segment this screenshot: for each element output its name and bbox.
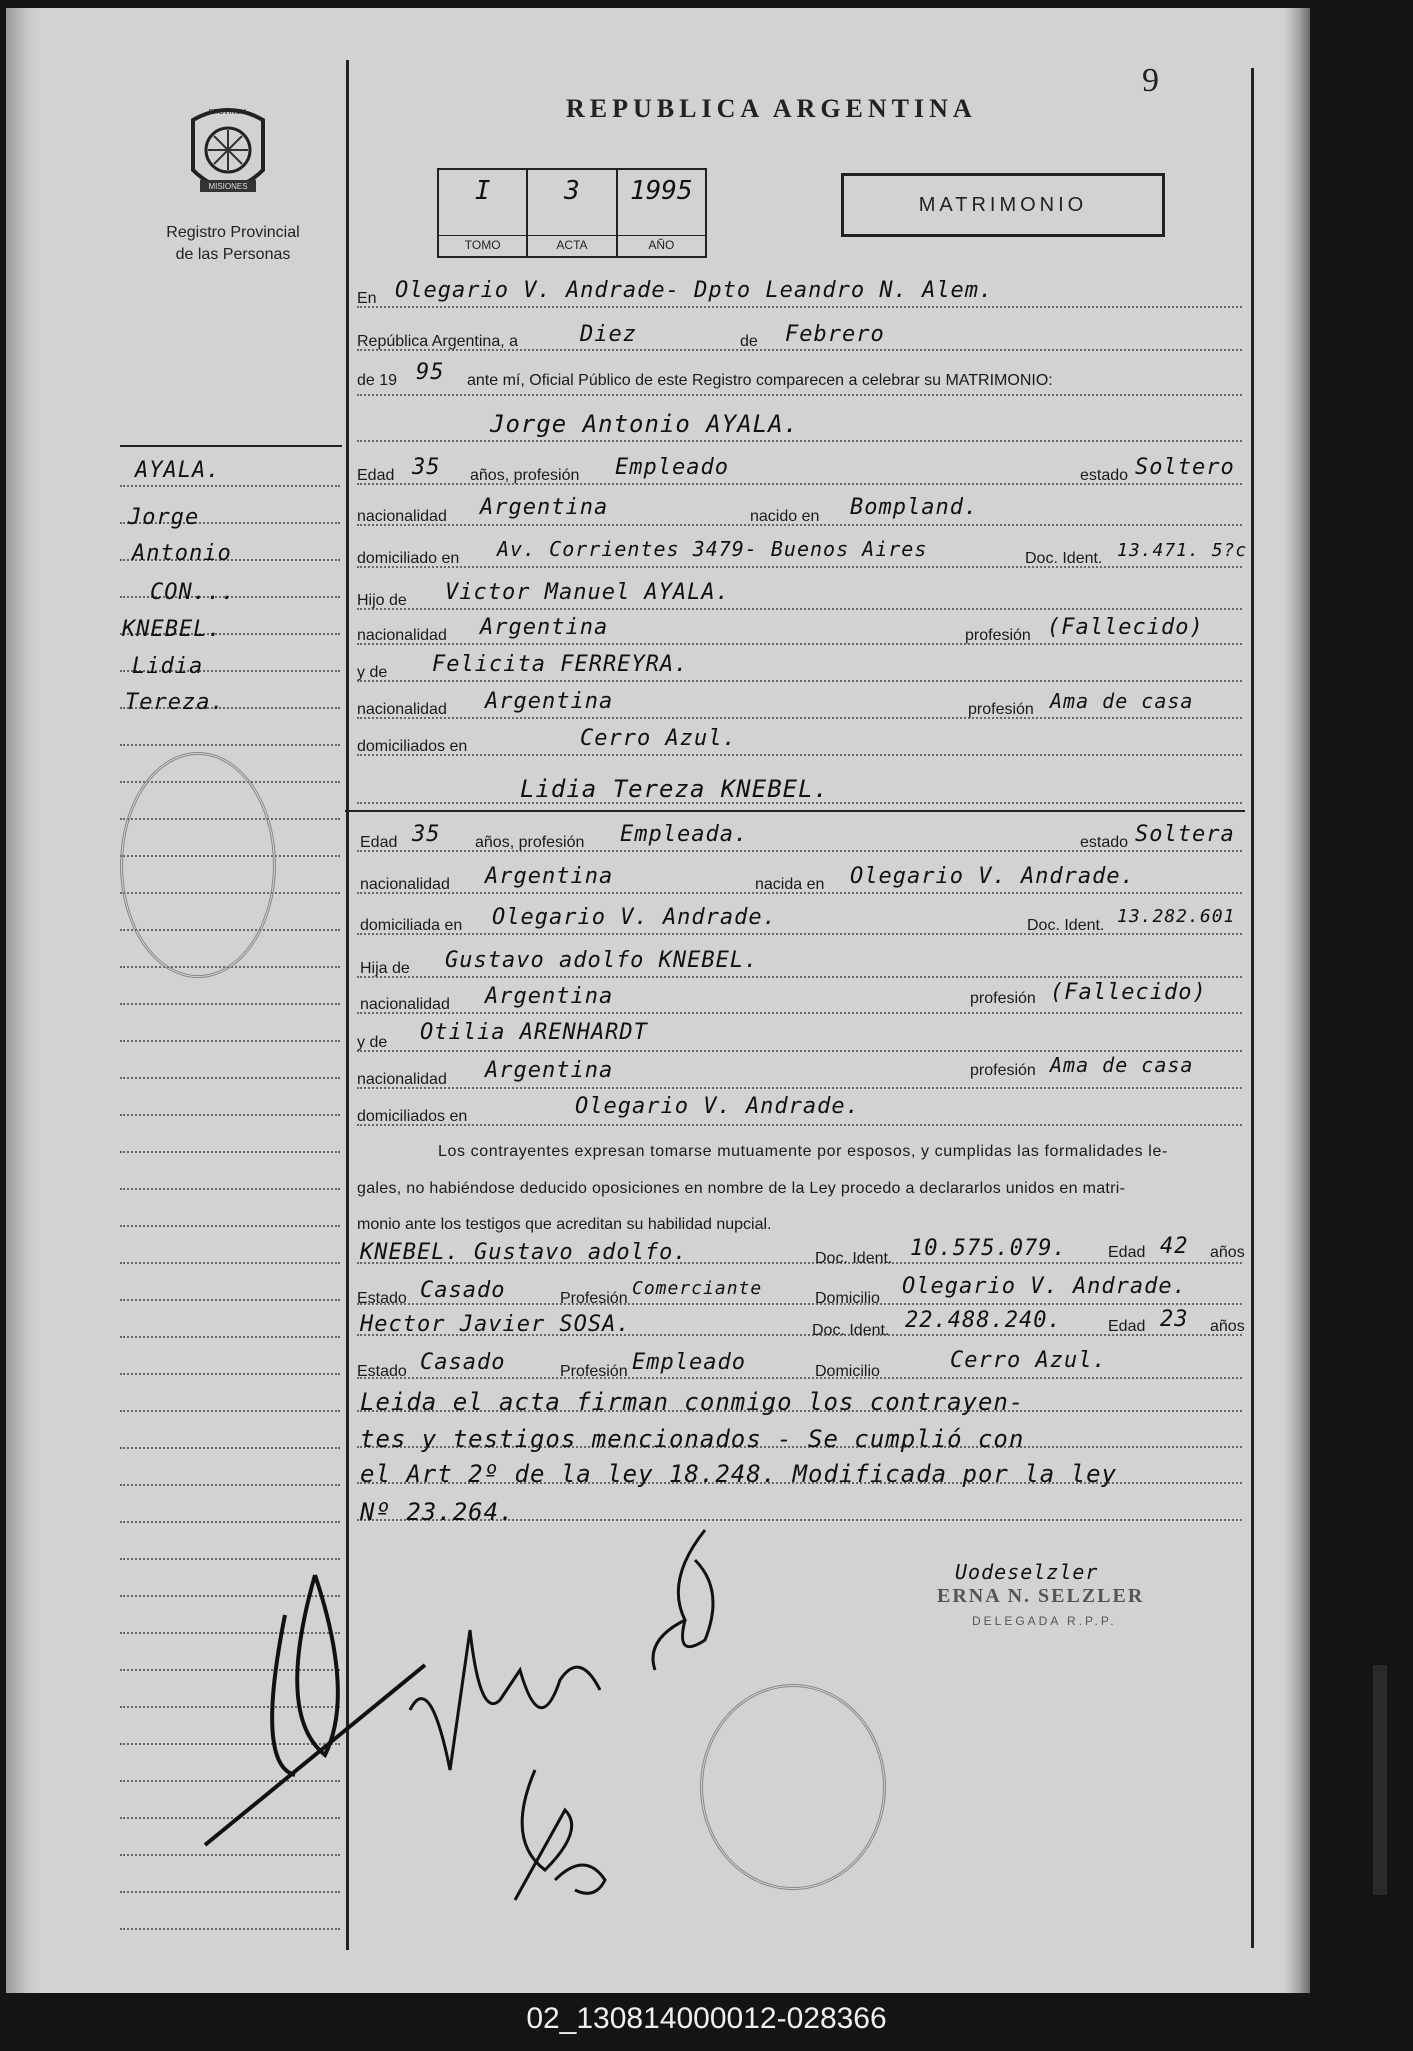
form-rule-line (357, 1050, 1242, 1052)
bride-profesion-label: años, profesión (475, 834, 585, 851)
witness-signature-2 (625, 1520, 735, 1690)
tomo-cell (439, 170, 528, 256)
margin-name: KNEBEL. (122, 617, 222, 642)
groom-edad-label: Edad (357, 467, 395, 484)
witness2-status: Casado (420, 1350, 506, 1375)
declaration-line2: gales, no habiéndose deducido oposiciones en nombre de la Ley procedo a declararlos unidos en matri- (357, 1180, 1126, 1197)
groom-dom-label: domiciliado en (357, 550, 460, 567)
form-rule-line (357, 1124, 1242, 1126)
groom-parents-address: Cerro Azul. (580, 726, 737, 751)
margin-official-stamp (120, 752, 276, 978)
groom-mother-prof-label: profesión (968, 701, 1034, 718)
groom-father-prof-label: profesión (965, 627, 1031, 644)
anio-cell (618, 170, 705, 256)
bride-father-nationality: Argentina (485, 984, 614, 1009)
bride-name: Lidia Tereza KNEBEL. (520, 775, 829, 803)
witness2-prof-label: Profesión (560, 1363, 628, 1380)
registry-line2: de las Personas (175, 246, 291, 263)
margin-rule-line (120, 1299, 340, 1301)
margin-rule-line (120, 1410, 340, 1412)
witness1-profession: Comerciante (632, 1278, 763, 1299)
witness2-doc: 22.488.240. (905, 1308, 1062, 1333)
groom-profession: Empleado (615, 455, 729, 480)
groom-father-nac-label: nacionalidad (357, 627, 447, 644)
acta-label: ACTA (528, 235, 615, 252)
page-edge (1284, 8, 1310, 1993)
groom-mother-nationality: Argentina (485, 689, 614, 714)
statement-text: ante mí, Oficial Público de este Registro comparecen a celebrar su MATRIMONIO: (467, 372, 1053, 389)
form-rule-line (357, 643, 1242, 645)
officer-stamp-name: ERNA N. SELZLER (937, 1585, 1145, 1607)
witness2-dom-label: Domicilio (815, 1363, 880, 1380)
form-rule-line (357, 1087, 1242, 1089)
witness2-address: Cerro Azul. (950, 1348, 1107, 1373)
groom-nationality: Argentina (480, 495, 609, 520)
margin-rule-line (120, 1928, 340, 1930)
year-prefix: de 19 (357, 372, 398, 389)
witness1-name: KNEBEL. Gustavo adolfo. (360, 1240, 688, 1265)
bride-born-in: Olegario V. Andrade. (850, 864, 1135, 889)
bride-mother-profession: Ama de casa (1050, 1053, 1194, 1077)
margin-name: CON... (150, 580, 236, 605)
crest-text-bottom: MISIONES (208, 182, 248, 191)
form-rule-line (357, 440, 1242, 442)
groom-parents-dom-label: domiciliados en (357, 738, 468, 755)
form-rule-line (357, 306, 1242, 308)
groom-address: Av. Corrientes 3479- Buenos Aires (497, 537, 928, 561)
witness-signature (495, 1750, 635, 1930)
registry-official-stamp (700, 1684, 886, 1890)
groom-profesion-label: años, profesión (470, 467, 580, 484)
bride-mother-nationality: Argentina (485, 1058, 614, 1083)
margin-name: Antonio (132, 541, 232, 566)
margin-name: Lidia (132, 654, 204, 679)
declaration-line1: Los contrayentes expresan tomarse mutuamente por esposos, y cumplidas las formalidades le- (438, 1143, 1168, 1160)
bride-father-nac-label: nacionalidad (360, 996, 450, 1013)
witness1-anos-label: años (1210, 1244, 1245, 1261)
margin-rule-line (120, 1188, 340, 1190)
bride-dom-label: domiciliada en (360, 917, 463, 934)
provincial-crest-icon (178, 100, 278, 210)
page-edge-shadow (1373, 1665, 1387, 1895)
registry-name (148, 222, 318, 266)
note-line: el Art 2º de la ley 18.248. Modificada por la ley (360, 1460, 1118, 1488)
bride-parents-address: Olegario V. Andrade. (575, 1094, 860, 1119)
right-margin-rule (1251, 68, 1254, 1948)
officer-signature: Uodeselzler (955, 1560, 1099, 1584)
bride-mother: Otilia ARENHARDT (420, 1020, 648, 1045)
form-rule-line (357, 608, 1242, 610)
groom-doc: 13.471. 5?c (1117, 540, 1248, 561)
form-rule-line (357, 754, 1242, 756)
de-label: de (740, 333, 758, 350)
groom-doc-label: Doc. Ident. (1025, 550, 1103, 567)
bride-mother-prof-label: profesión (970, 1062, 1036, 1079)
margin-rule-line (120, 1373, 340, 1375)
groom-yde-label: y de (357, 664, 388, 681)
margin-rule-line (120, 1114, 340, 1116)
groom-civil-status: Soltero (1135, 455, 1235, 480)
witness2-doc-label: Doc. Ident. (812, 1322, 890, 1339)
document-type-box: MATRIMONIO (841, 173, 1165, 237)
witness2-name: Hector Javier SOSA. (360, 1312, 631, 1337)
en-label: En (357, 290, 377, 307)
margin-rule-line (120, 1262, 340, 1264)
page-number: 9 (1142, 62, 1159, 99)
margin-rule-line (120, 1891, 340, 1893)
margin-rule-line (120, 485, 340, 487)
bride-yde-label: y de (357, 1034, 388, 1051)
bride-doc-label: Doc. Ident. (1027, 917, 1105, 934)
note-line: Nº 23.264. (360, 1498, 515, 1526)
bride-doc: 13.282.601 (1117, 906, 1236, 927)
country-heading: REPUBLICA ARGENTINA (566, 94, 977, 123)
form-rule-line (357, 566, 1242, 568)
witness1-prof-label: Profesión (560, 1290, 628, 1307)
groom-father: Victor Manuel AYALA. (445, 580, 730, 605)
registry-line1: Registro Provincial (166, 224, 300, 241)
groom-hijo-label: Hijo de (357, 592, 407, 609)
groom-age: 35 (412, 455, 441, 480)
witness2-age: 23 (1160, 1307, 1189, 1332)
bride-hija-label: Hija de (360, 960, 410, 977)
bride-nac-label: nacionalidad (360, 876, 450, 893)
bride-nationality: Argentina (485, 864, 614, 889)
groom-estado-label: estado (1080, 467, 1129, 484)
bride-profession: Empleada. (620, 822, 749, 847)
acta-value: 3 (564, 176, 580, 206)
margin-section-divider (120, 445, 342, 447)
anio-label: AÑO (618, 235, 705, 252)
witness1-doc: 10.575.079. (910, 1236, 1067, 1261)
witness1-doc-label: Doc. Ident. (815, 1250, 893, 1267)
note-line: tes y testigos mencionados - Se cumplió con (360, 1425, 1025, 1453)
month-value: Febrero (785, 322, 885, 347)
form-rule-line (357, 1012, 1242, 1014)
acta-cell (528, 170, 617, 256)
record-box (437, 168, 707, 258)
groom-bride-divider (345, 810, 1245, 812)
margin-name: Jorge (128, 505, 200, 530)
republica-label: República Argentina, a (357, 333, 518, 350)
witness2-anos-label: años (1210, 1318, 1245, 1335)
image-reference-code: 02_130814000012-028366 (526, 2002, 887, 2035)
margin-rule-line (120, 1040, 340, 1042)
margin-rule-line (120, 1151, 340, 1153)
margin-rule-line (120, 1336, 340, 1338)
bride-father-profession: (Fallecido) (1050, 980, 1207, 1005)
tomo-value: I (474, 176, 491, 206)
form-rule-line (357, 976, 1242, 978)
witness2-estado-label: Estado (357, 1363, 407, 1380)
officer-stamp-title: DELEGADA R.P.P. (972, 1614, 1117, 1628)
witness1-address: Olegario V. Andrade. (902, 1274, 1187, 1299)
groom-name: Jorge Antonio AYALA. (490, 410, 799, 438)
witness1-edad-label: Edad (1108, 1244, 1146, 1261)
bride-civil-status: Soltera (1135, 822, 1235, 847)
groom-mother: Felicita FERREYRA. (432, 652, 689, 677)
year-value: 95 (416, 360, 445, 385)
bride-age: 35 (412, 822, 441, 847)
witness1-status: Casado (420, 1278, 506, 1303)
form-rule-line (357, 394, 1242, 396)
form-rule-line (357, 680, 1242, 682)
groom-born-label: nacido en (750, 508, 820, 525)
form-rule-line (357, 1377, 1242, 1379)
bride-address: Olegario V. Andrade. (492, 905, 777, 930)
page-binding (6, 8, 38, 1993)
witness1-estado-label: Estado (357, 1290, 407, 1307)
margin-rule-line (120, 1077, 340, 1079)
margin-name: AYALA. (135, 458, 221, 483)
groom-born-in: Bompland. (850, 495, 979, 520)
form-rule-line (357, 1303, 1242, 1305)
witness2-profession: Empleado (632, 1350, 746, 1375)
margin-name: Tereza. (125, 690, 225, 715)
tomo-label: TOMO (439, 235, 526, 252)
margin-rule-line (120, 1003, 340, 1005)
groom-nac-label: nacionalidad (357, 508, 447, 525)
margin-rule-line (120, 1484, 340, 1486)
declaration-line3: monio ante los testigos que acreditan su habilidad nupcial. (357, 1216, 772, 1233)
crest-text-top: PROVINCIA (208, 109, 248, 116)
groom-father-nationality: Argentina (480, 615, 609, 640)
groom-mother-nac-label: nacionalidad (357, 701, 447, 718)
note-line: Leida el acta firman conmigo los contrayen- (360, 1388, 1025, 1416)
place-value: Olegario V. Andrade- Dpto Leandro N. Alem. (395, 278, 994, 303)
margin-rule-line (120, 744, 340, 746)
margin-rule-line (120, 1447, 340, 1449)
bride-mother-nac-label: nacionalidad (357, 1071, 447, 1088)
bride-born-label: nacida en (755, 876, 825, 893)
bride-father: Gustavo adolfo KNEBEL. (445, 948, 759, 973)
anio-value: 1995 (630, 176, 693, 206)
groom-father-profession: (Fallecido) (1047, 615, 1204, 640)
witness1-age: 42 (1160, 1234, 1189, 1259)
day-value: Diez (580, 322, 637, 347)
bride-estado-label: estado (1080, 834, 1129, 851)
witness1-dom-label: Domicilio (815, 1290, 880, 1307)
bride-parents-dom-label: domiciliados en (357, 1108, 468, 1125)
form-rule-line (357, 933, 1242, 935)
bride-father-prof-label: profesión (970, 990, 1036, 1007)
witness2-edad-label: Edad (1108, 1318, 1146, 1335)
form-rule-line (357, 717, 1242, 719)
margin-rule-line (120, 1225, 340, 1227)
bride-edad-label: Edad (360, 834, 398, 851)
groom-mother-profession: Ama de casa (1050, 689, 1194, 713)
